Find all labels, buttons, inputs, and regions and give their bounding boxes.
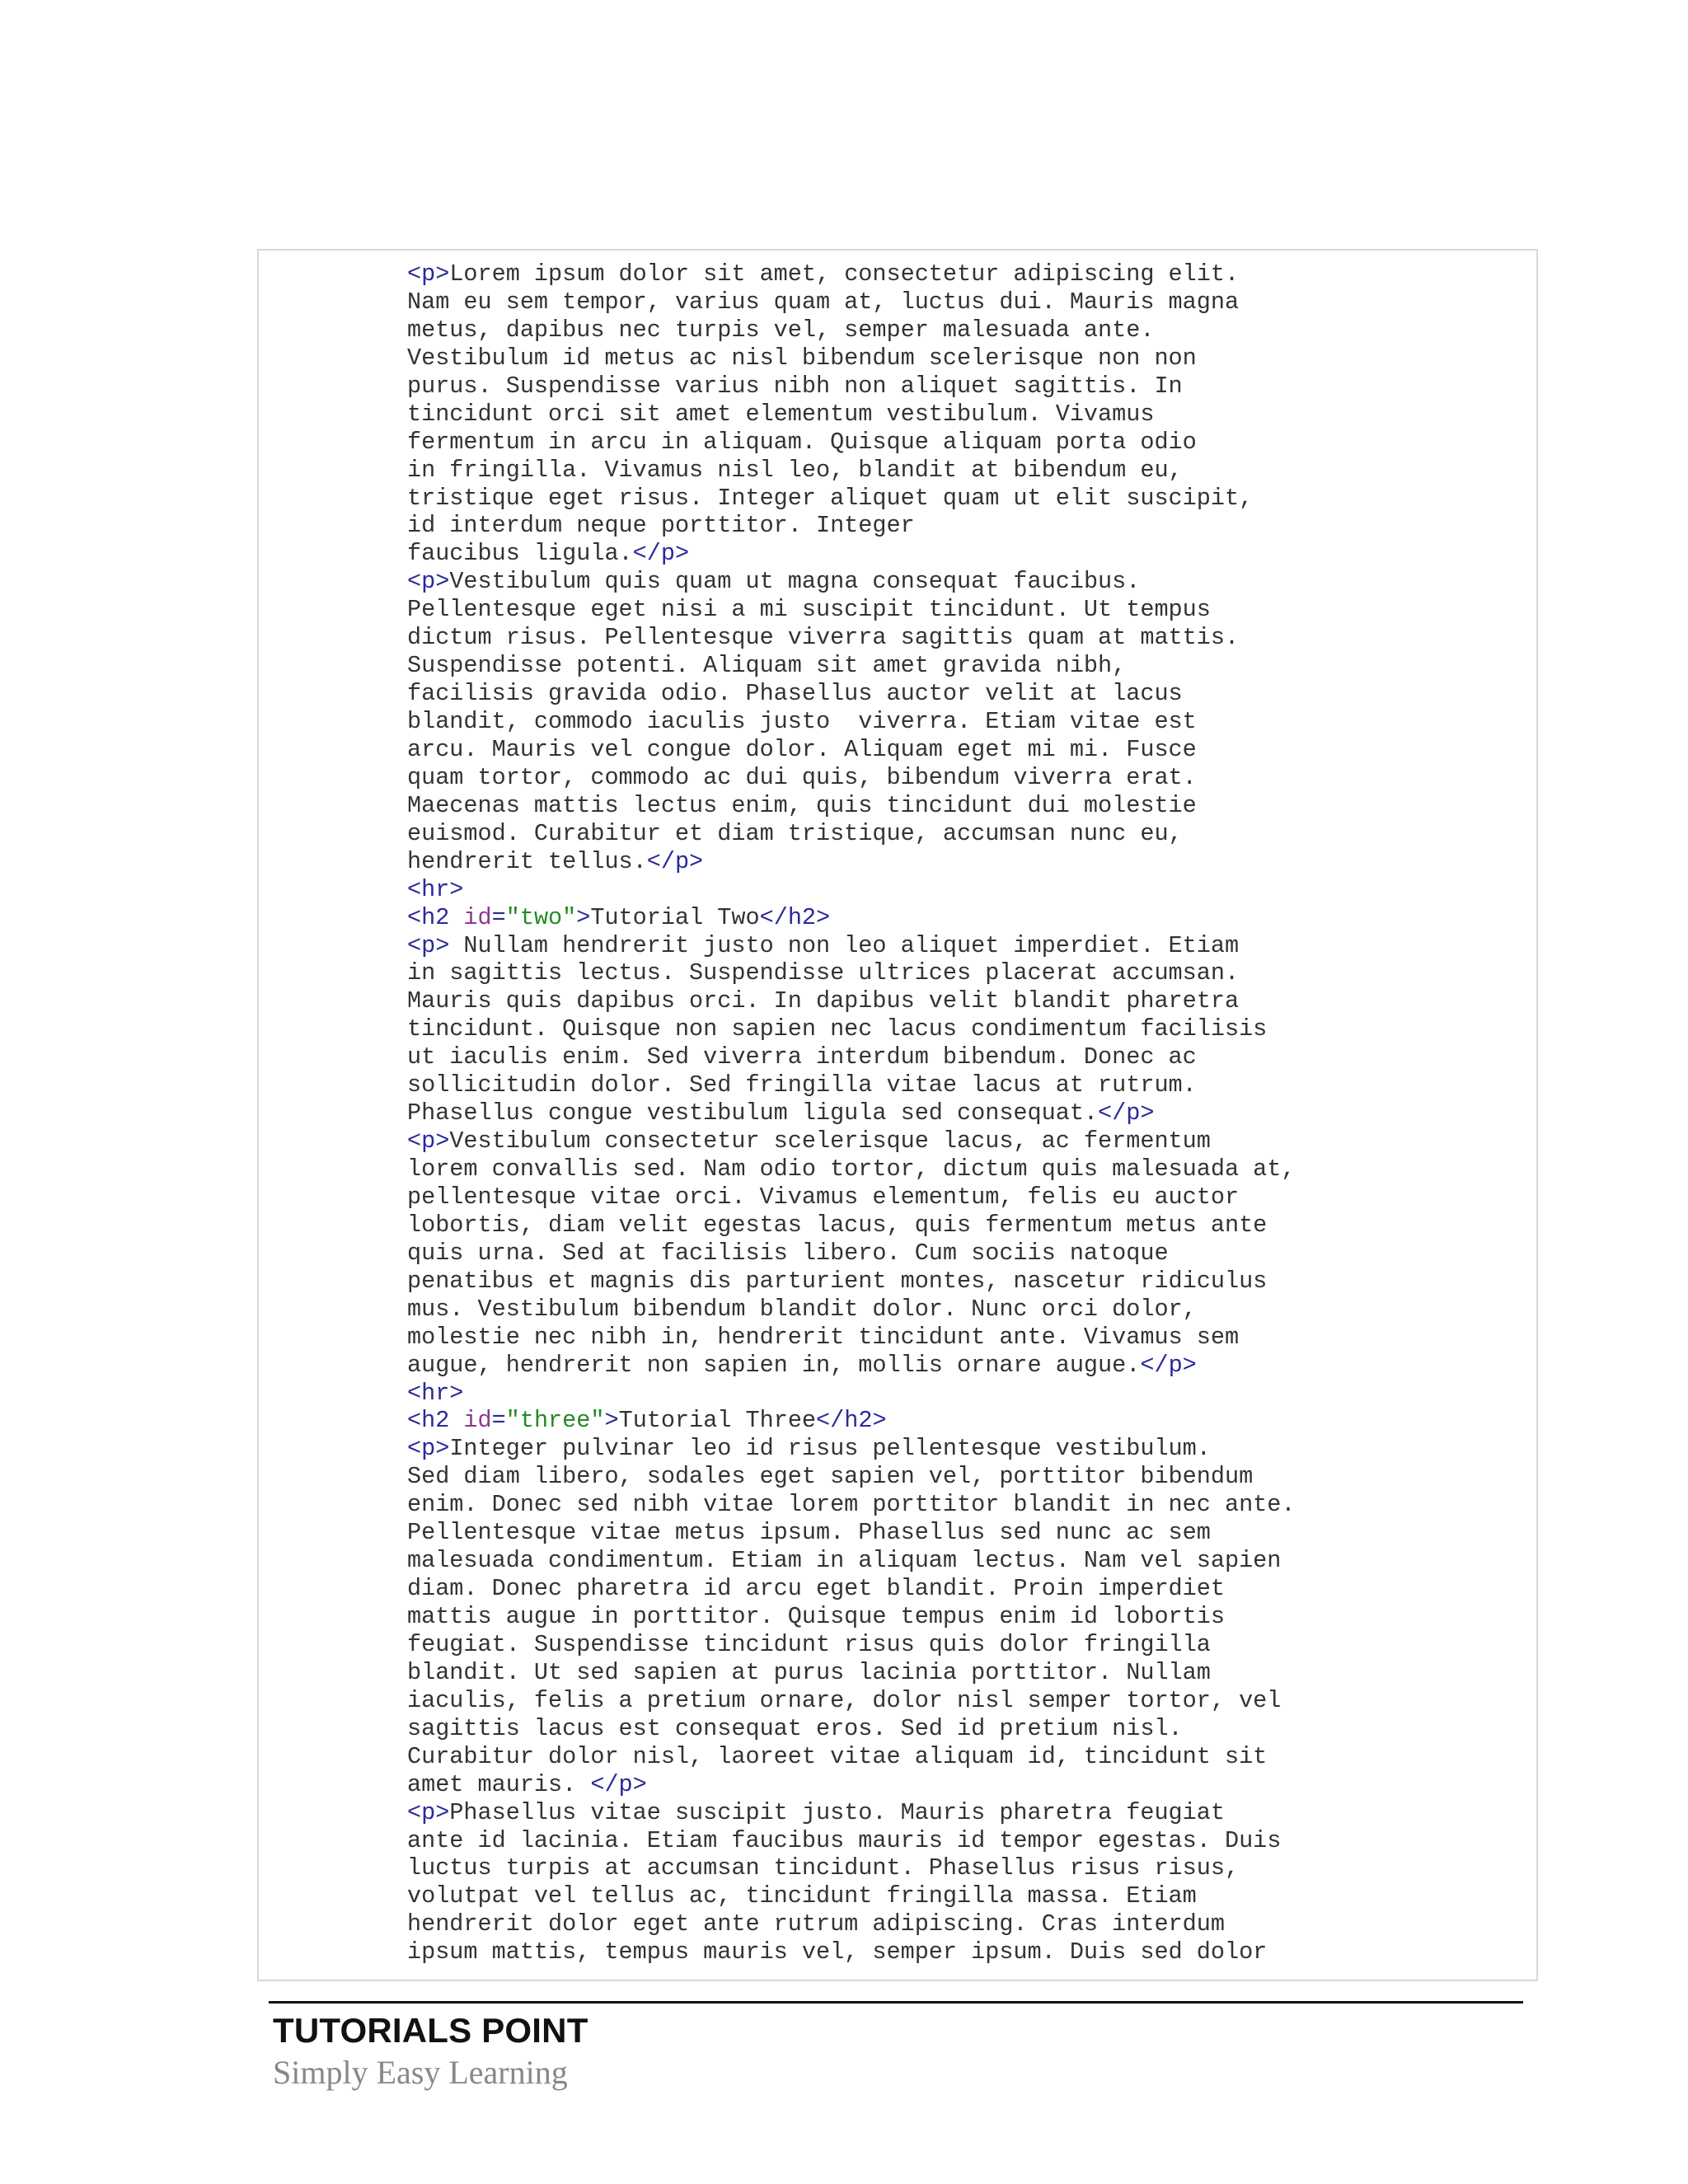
code-token-tag: </p> [1098,1099,1155,1127]
code-token-tag: <p> [407,1127,450,1155]
code-token-txt: Nullam hendrerit justo non leo aliquet imperdiet. Etiam [449,931,1240,959]
code-line [407,1938,1295,1966]
code-token-txt: Sed diam libero, sodales eget sapien vel, porttitor bibendum [407,1463,1254,1491]
code-token-txt: amet mauris. [407,1770,591,1798]
code-token-txt: volutpat vel tellus ac, tincidunt fringilla massa. Etiam [407,1882,1197,1910]
code-token-tag: <hr> [407,1379,464,1407]
code-line [407,288,1295,316]
code-token-txt: metus, dapibus nec turpis vel, semper malesuada ante. [407,316,1155,344]
code-line [407,316,1295,344]
code-token-txt: Vestibulum quis quam ut magna consequat faucibus. [449,568,1141,596]
code-line [407,344,1295,373]
code-line [407,708,1295,736]
code-line [407,260,1295,288]
footer-divider [269,2001,1523,2004]
code-line [407,1575,1295,1603]
code-token-txt: tincidunt. Quisque non sapien nec lacus condimentum facilisis [407,1015,1268,1043]
code-token-txt: Pellentesque eget nisi a mi suscipit tincidunt. Ut tempus [407,596,1211,624]
code-line [407,1687,1295,1715]
code-token-tag: > [576,903,591,931]
code-line [407,1659,1295,1687]
code-token-txt: luctus turpis at accumsan tincidunt. Phasellus risus risus, [407,1854,1240,1882]
code-token-tag: <p> [407,260,450,288]
code-line [407,1099,1295,1127]
code-token-tag: </h2> [759,903,831,931]
code-line [407,932,1295,960]
code-line [407,736,1295,764]
code-token-txt: in fringilla. Vivamus nisl leo, blandit at bibendum eu, [407,456,1183,484]
code-line [407,1240,1295,1268]
code-token-txt: Vestibulum consectetur scelerisque lacus, ac fermentum [449,1127,1211,1155]
code-line [407,1715,1295,1743]
code-token-txt: quis urna. Sed at facilisis libero. Cum sociis natoque [407,1239,1169,1267]
code-line [407,652,1295,680]
code-line [407,1491,1295,1519]
code-token-txt: id interdum neque porttitor. Integer [407,512,915,540]
code-token-tag: <p> [407,568,450,596]
code-line [407,1015,1295,1043]
code-line [407,512,1295,540]
code-line [407,1463,1295,1491]
code-token-tag: = [491,903,506,931]
code-line [407,1882,1295,1910]
code-token-txt: Integer pulvinar leo id risus pellentesque vestibulum. [449,1435,1211,1463]
code-token-tag: </p> [632,540,690,568]
code-line [407,1743,1295,1771]
code-token-txt: hendrerit dolor eget ante rutrum adipiscing. Cras interdum [407,1910,1225,1938]
code-line [407,848,1295,876]
code-line [407,401,1295,429]
code-line [407,1212,1295,1240]
code-token-txt: tristique eget risus. Integer aliquet quam ut elit suscipit, [407,484,1254,512]
code-line [407,1519,1295,1547]
code-token-txt: lorem convallis sed. Nam odio tortor, dictum quis malesuada at, [407,1155,1296,1183]
code-token-tag: <hr> [407,875,464,903]
code-token-tag: = [491,1407,506,1435]
code-line [407,373,1295,401]
code-line [407,1043,1295,1071]
code-token-txt: Phasellus vitae suscipit justo. Mauris pharetra feugiat [449,1798,1225,1826]
code-line [407,1435,1295,1463]
code-token-txt: Nam eu sem tempor, varius quam at, luctus dui. Mauris magna [407,288,1240,316]
code-line [407,1183,1295,1212]
code-token-txt: blandit, commodo iaculis justo viverra. Etiam vitae est [407,708,1197,735]
code-token-str: "two" [505,903,577,931]
code-token-txt: augue, hendrerit non sapien in, mollis ornare augue. [407,1351,1141,1379]
code-token-attr: id [463,1407,492,1435]
code-token-txt: lobortis, diam velit egestas lacus, quis fermentum metus ante [407,1211,1268,1239]
code-line [407,820,1295,848]
code-token-txt: Lorem ipsum dolor sit amet, consectetur adipiscing elit. [449,260,1240,288]
code-line [407,764,1295,792]
code-token-txt: sagittis lacus est consequat eros. Sed id pretium nisl. [407,1714,1183,1742]
code-token-str: "three" [505,1407,605,1435]
code-token-tag: <p> [407,931,450,959]
code-token-txt: Pellentesque vitae metus ipsum. Phasellus sed nunc ac sem [407,1519,1211,1547]
code-token-txt: mus. Vestibulum bibendum blandit dolor. Nunc orci dolor, [407,1295,1197,1323]
code-token-txt: hendrerit tellus. [407,847,647,875]
code-token-txt: Vestibulum id metus ac nisl bibendum scelerisque non non [407,344,1197,372]
code-token-tag: > [604,1407,619,1435]
code-token-txt: Tutorial Three [618,1407,817,1435]
code-token-attr: id [463,903,492,931]
code-line [407,568,1295,596]
footer-brand: TUTORIALS POINT [273,2011,588,2050]
code-line [407,792,1295,820]
code-token-txt: feugiat. Suspendisse tincidunt risus quis dolor fringilla [407,1630,1211,1658]
code-token-txt: euismod. Curabitur et diam tristique, accumsan nunc eu, [407,819,1183,847]
code-line [407,1910,1295,1938]
code-token-txt: arcu. Mauris vel congue dolor. Aliquam eget mi mi. Fusce [407,735,1197,763]
code-token-tag: </p> [646,847,704,875]
code-listing [407,260,1295,1966]
code-line [407,1631,1295,1659]
code-line [407,1296,1295,1324]
code-token-txt: Mauris quis dapibus orci. In dapibus velit blandit pharetra [407,987,1240,1015]
code-token-tag: </p> [590,1770,647,1798]
code-token-txt: enim. Donec sed nibh vitae lorem porttitor blandit in nec ante. [407,1491,1296,1519]
code-token-txt: sollicitudin dolor. Sed fringilla vitae lacus at rutrum. [407,1071,1197,1099]
code-token-txt: Tutorial Two [590,903,760,931]
code-token-txt: iaculis, felis a pretium ornare, dolor nisl semper tortor, vel [407,1686,1282,1714]
code-token-txt: tincidunt orci sit amet elementum vestibulum. Vivamus [407,400,1155,428]
code-token-txt: Suspendisse potenti. Aliquam sit amet gravida nibh, [407,652,1127,680]
code-token-txt: dictum risus. Pellentesque viverra sagittis quam at mattis. [407,624,1240,652]
code-token-tag: <h2 [407,1407,464,1435]
code-line [407,1854,1295,1882]
code-token-txt: facilisis gravida odio. Phasellus auctor velit at lacus [407,680,1183,708]
code-line [407,876,1295,904]
code-line [407,1827,1295,1855]
code-line [407,1071,1295,1099]
code-line [407,904,1295,932]
footer-tagline: Simply Easy Learning [273,2054,568,2091]
code-token-tag: <p> [407,1435,450,1463]
code-line [407,959,1295,987]
code-token-txt: purus. Suspendisse varius nibh non aliquet sagittis. In [407,372,1183,400]
code-line [407,1799,1295,1827]
code-token-txt: in sagittis lectus. Suspendisse ultrices placerat accumsan. [407,959,1240,987]
code-token-txt: faucibus ligula. [407,540,633,568]
code-token-txt: Maecenas mattis lectus enim, quis tincidunt dui molestie [407,791,1197,819]
code-token-txt: diam. Donec pharetra id arcu eget blandit. Proin imperdiet [407,1575,1225,1603]
code-token-txt: malesuada condimentum. Etiam in aliquam lectus. Nam vel sapien [407,1547,1282,1575]
code-line [407,1127,1295,1155]
code-line [407,596,1295,624]
code-token-tag: <p> [407,1798,450,1826]
code-token-tag: <h2 [407,903,464,931]
code-listing-box [257,249,1538,1981]
code-token-txt: quam tortor, commodo ac dui quis, bibendum viverra erat. [407,763,1197,791]
code-token-tag: </h2> [816,1407,887,1435]
code-token-txt: Curabitur dolor nisl, laoreet vitae aliquam id, tincidunt sit [407,1742,1268,1770]
code-line [407,457,1295,485]
code-line [407,680,1295,708]
code-line [407,987,1295,1015]
code-token-txt: ut iaculis enim. Sed viverra interdum bibendum. Donec ac [407,1043,1197,1071]
code-token-txt: blandit. Ut sed sapien at purus lacinia porttitor. Nullam [407,1658,1211,1686]
code-line [407,1324,1295,1352]
code-token-txt: molestie nec nibh in, hendrerit tincidunt ante. Vivamus sem [407,1323,1240,1351]
code-line [407,1268,1295,1296]
code-token-txt: ante id lacinia. Etiam faucibus mauris id tempor egestas. Duis [407,1826,1282,1854]
code-line [407,1407,1295,1435]
code-token-txt: pellentesque vitae orci. Vivamus elementum, felis eu auctor [407,1183,1240,1211]
code-line [407,1771,1295,1799]
code-line [407,1352,1295,1380]
code-token-txt: mattis augue in porttitor. Quisque tempus enim id lobortis [407,1603,1225,1630]
code-line [407,624,1295,652]
code-line [407,1155,1295,1183]
code-line [407,1603,1295,1631]
code-line [407,1380,1295,1408]
code-line [407,540,1295,568]
code-line [407,429,1295,457]
code-token-txt: penatibus et magnis dis parturient montes, nascetur ridiculus [407,1267,1268,1295]
code-token-txt: fermentum in arcu in aliquam. Quisque aliquam porta odio [407,428,1197,456]
code-token-txt: Phasellus congue vestibulum ligula sed consequat. [407,1099,1099,1127]
code-token-txt: ipsum mattis, tempus mauris vel, semper ipsum. Duis sed dolor [407,1938,1268,1966]
code-line [407,1547,1295,1575]
code-token-tag: </p> [1140,1351,1197,1379]
code-line [407,485,1295,513]
